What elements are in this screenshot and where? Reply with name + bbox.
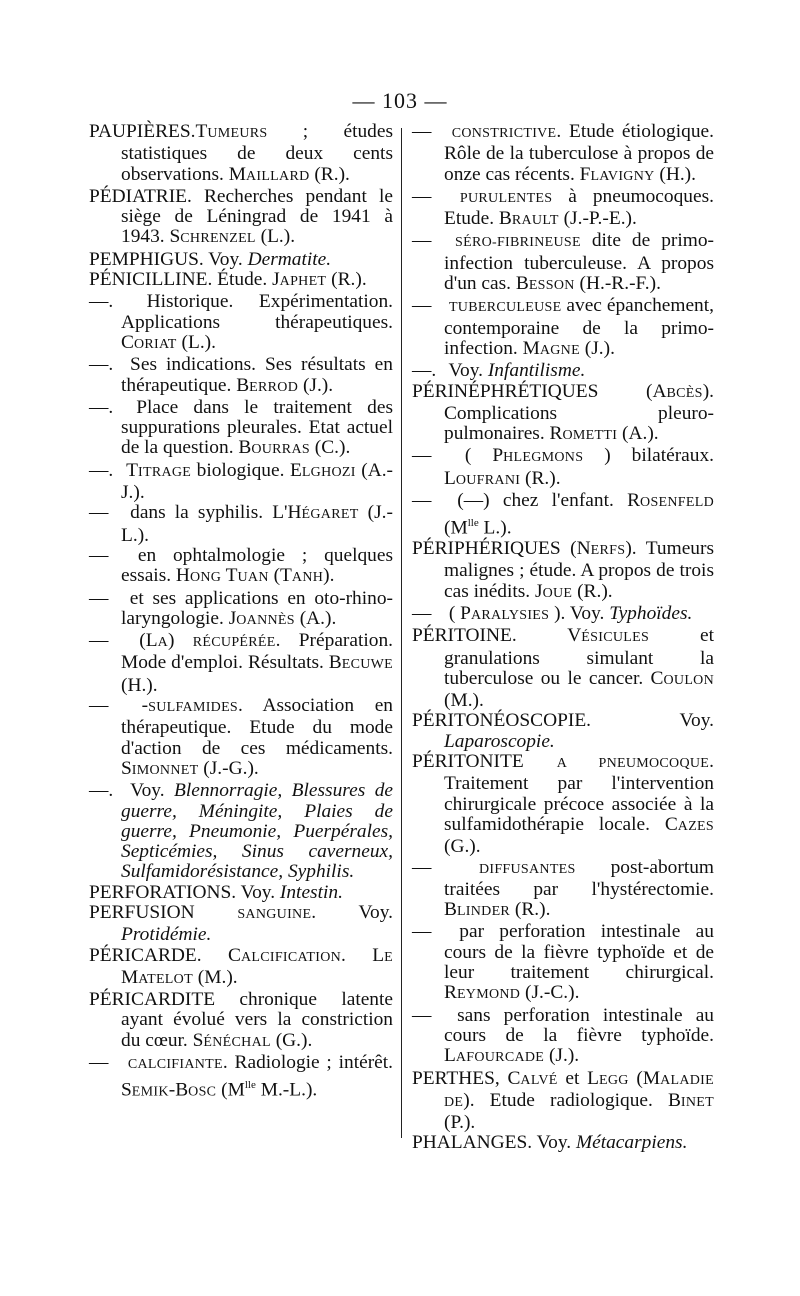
entry-text: (R.).: [572, 580, 613, 602]
entry-dash: —: [89, 502, 109, 524]
small-caps-text: ALCIFICATION: [240, 949, 342, 965]
entry-text: (M: [628, 1067, 661, 1089]
entry-dash: —: [412, 490, 432, 512]
entry-text: (J.).: [544, 1045, 580, 1067]
entry-text: [524, 751, 557, 772]
index-entry-peri-constrictive: [412, 122, 714, 187]
entry-heading: PERTHES,: [412, 1067, 500, 1089]
entry-text: dans la syphilis. L'H: [121, 502, 302, 524]
entry-text: (A.).: [617, 423, 659, 445]
small-caps-text: CONSTRICTIVE: [451, 126, 557, 141]
entry-heading: PÉRITONÉOSCOPIE.: [412, 710, 592, 732]
entry-text: Recherches pendant le siège de Léningrad de 1941 à 1943. S: [121, 185, 393, 248]
entry-text: en ophtalmologie ; quelques essais. H: [121, 544, 393, 587]
small-caps-text: EMIK: [131, 1084, 169, 1100]
entry-text: (A: [598, 380, 667, 402]
entry-heading: PÉRITONITE: [412, 751, 524, 773]
entry-text: Voy.: [203, 248, 248, 270]
entry-text: (J.-P.-E.).: [558, 208, 637, 230]
entry-text: (A.).: [294, 607, 337, 629]
left-column: [89, 122, 393, 1103]
index-entry-pen-historique: [89, 292, 393, 355]
entry-text: Voy.: [236, 881, 280, 903]
entry-text: (M: [216, 1079, 245, 1101]
entry-dash: —: [89, 587, 109, 609]
entry-dash: —: [412, 921, 432, 943]
entry-text: (J.).: [298, 374, 334, 396]
small-caps-text: PURULENTES: [459, 190, 553, 206]
index-entry-peri-sero: [412, 231, 714, 296]
entry-dash: —: [412, 603, 432, 624]
entry-heading: PERFORATIONS.: [89, 881, 237, 903]
index-entry-peripheriques: [412, 539, 714, 604]
entry-dash: —.: [412, 360, 437, 382]
entry-text: T: [195, 121, 208, 142]
entry-text: (M.).: [192, 966, 238, 988]
index-entry-perthes: [412, 1069, 714, 1134]
small-caps-text: ECUWE: [341, 657, 393, 673]
entry-text: (G.).: [444, 836, 481, 858]
entry-text: (A.-J.).: [121, 459, 393, 504]
entry-text: (L: [121, 630, 158, 652]
small-caps-text: ESSON: [528, 278, 575, 294]
entry-text: (H.-R.-F.).: [574, 273, 661, 295]
index-entry-pen-ophtalmologie: [89, 546, 393, 589]
entry-dash: —: [412, 1004, 432, 1026]
index-entry-pen-titrage: [89, 461, 393, 504]
small-caps-text: SULFAMIDES: [148, 700, 239, 716]
entry-text: (L.).: [255, 226, 296, 248]
entry-text: et ses applications en oto-rhino-laryngologie. J: [121, 587, 393, 629]
entry-text: [444, 121, 452, 142]
entry-text: [444, 230, 455, 251]
italic-reference: Laparoscopie.: [444, 730, 555, 752]
index-entry-pemphigus: [89, 250, 393, 270]
entry-text: chronique latente ayant évolué vers la constriction du cœur. S: [121, 989, 393, 1051]
entry-dash: —.: [89, 354, 114, 376]
entry-heading: PEMPHIGUS.: [89, 248, 204, 270]
italic-reference: Intestin.: [279, 881, 343, 903]
entry-dash: —.: [89, 459, 114, 481]
small-caps-text: LAVIGNY: [590, 168, 655, 184]
entry-heading: PAUPIÈRES.: [89, 121, 196, 142]
small-caps-text: ITRAGE: [138, 464, 192, 480]
small-caps-text: ONG: [189, 570, 222, 586]
small-caps-text: AILLARD: [245, 168, 310, 184]
superscript: lle: [244, 1079, 256, 1092]
small-caps-text: INET: [680, 1094, 714, 1110]
index-entry-perfusion: [89, 903, 393, 946]
entry-text: Voy.: [532, 1132, 576, 1154]
entry-text: (—) chez l'enfant. R: [444, 490, 641, 512]
entry-text: . Traitement par l'intervention chirurgicale précoce associée à la sulfamidothérapie locale. C: [444, 751, 714, 835]
entry-text: ).: [323, 565, 335, 587]
small-caps-text: ATELOT: [138, 971, 193, 987]
index-entry-perit-perforation: [412, 922, 714, 1005]
index-entry-peri-voy: [412, 361, 714, 381]
entry-text: (H.).: [121, 674, 158, 696]
small-caps-text: OUE: [542, 585, 573, 601]
entry-text: Voy.: [591, 710, 714, 732]
entry-text: avec épanchement, contemporaine de la primo-infection. M: [444, 295, 714, 359]
small-caps-text: ERFS: [590, 543, 626, 559]
small-caps-text: HLEGMONS: [503, 450, 584, 466]
small-caps-text: ANH: [291, 570, 324, 586]
index-entry-peritonite: [412, 752, 714, 857]
small-caps-text: OSC: [188, 1084, 217, 1100]
index-entry-periph-paralysies: [412, 604, 714, 626]
italic-reference: Métacarpiens.: [575, 1132, 688, 1154]
entry-text: ; études statistiques de deux cents observations. M: [121, 121, 393, 185]
small-caps-text: DIFFUSANTES: [478, 861, 576, 877]
entry-text: (G.).: [270, 1029, 313, 1051]
small-caps-text: CHRENZEL: [180, 231, 256, 247]
small-caps-text: A PNEUMOCOQUE: [556, 756, 710, 772]
italic-reference: Protidémie.: [121, 924, 212, 946]
entry-text: (C.).: [309, 437, 351, 459]
index-entry-paupieres: [89, 122, 393, 187]
entry-dash: —.: [89, 396, 114, 418]
entry-text: ). Etude radiologique. B: [463, 1089, 681, 1111]
index-entry-peri-calcifiante: [89, 1053, 393, 1103]
entry-text: ). Complications pleuro-pulmonaires. R: [444, 380, 714, 445]
index-entry-penicilline: [89, 270, 393, 292]
small-caps-text: OULON: [663, 672, 714, 688]
small-caps-text: RÉCUPÉRÉE: [192, 635, 276, 651]
index-entry-perit-diffusantes: [412, 858, 714, 923]
column-divider: [401, 128, 402, 1138]
entry-text: Place dans le traitement des suppurations pleurales. Etat actuel de la question. B: [121, 396, 393, 459]
italic-reference: Infantilisme.: [487, 360, 586, 382]
index-entry-perineph-phlegmons: [412, 446, 714, 491]
index-entry-peritoine: [412, 626, 714, 711]
index-entry-peri-purulentes: [412, 187, 714, 232]
small-caps-text: AFOURCADE: [455, 1050, 545, 1066]
entry-text: T: [221, 565, 238, 587]
index-entry-pen-oto: [89, 589, 393, 632]
entry-heading: PÉRINÉPHRÉTIQUES: [412, 380, 599, 402]
entry-text: . Radiologie ; intérêt. S: [121, 1052, 393, 1101]
italic-reference: Dermatite.: [247, 248, 332, 270]
entry-text: (J.).: [579, 337, 615, 359]
entry-text: L.).: [478, 517, 512, 539]
entry-dash: —: [412, 185, 432, 207]
entry-text: Voy.: [121, 780, 174, 802]
index-entry-pediatrie: [89, 187, 393, 250]
entry-text: Voy.: [444, 360, 488, 382]
entry-text: dite de primo-infection tuberculeuse. A propos d'un cas. B: [444, 230, 714, 295]
small-caps-text: UAN: [237, 570, 269, 586]
superscript: lle: [467, 517, 479, 530]
small-caps-text: OSENFELD: [640, 495, 714, 511]
index-entry-pericardite: [89, 990, 393, 1053]
entry-text: (R.).: [326, 269, 367, 291]
entry-text: (M.).: [444, 690, 484, 712]
entry-heading: PÉRIPHÉRIQUES: [412, 538, 561, 560]
entry-text: et L: [557, 1067, 599, 1089]
entry-heading: PERFUSION: [89, 901, 195, 923]
small-caps-text: ALVÉ: [520, 1072, 558, 1088]
entry-text: ( P: [444, 445, 504, 467]
entry-text: (R.).: [520, 467, 561, 489]
entry-text: [121, 1052, 128, 1073]
small-caps-text: AGNE: [539, 342, 580, 358]
entry-text: -B: [168, 1079, 189, 1101]
entry-dash: —: [89, 630, 109, 652]
index-entry-pen-recuperee: [89, 631, 393, 696]
entry-dash: —: [412, 295, 432, 317]
small-caps-text: AZES: [677, 818, 714, 834]
right-column: [412, 122, 714, 1154]
entry-text: (R.).: [309, 163, 350, 185]
entry-text: . Préparation. Mode d'emploi. Résultats. B: [121, 630, 393, 674]
small-caps-text: EYMOND: [456, 987, 521, 1003]
small-caps-text: ERROD: [249, 379, 299, 395]
entry-text: . Voy.: [311, 901, 393, 923]
index-entry-peritoneoscopie: [412, 711, 714, 752]
entry-text: ): [168, 630, 193, 652]
entry-text: [444, 857, 479, 878]
entry-text: post-abortum traitées par l'hystérectomie. B: [444, 856, 714, 921]
small-caps-text: OMETTI: [562, 428, 618, 444]
index-entry-peri-tuberculeuse: [412, 296, 714, 361]
small-caps-text: SANGUINE: [237, 906, 312, 922]
entry-text: V: [516, 625, 582, 647]
entry-text: biologique. E: [191, 459, 302, 481]
small-caps-text: OURRAS: [251, 442, 310, 458]
entry-text: ). Tumeurs malignes ; étude. A propos de trois cas inédits. J: [444, 538, 714, 602]
small-caps-text: UMEURS: [207, 126, 268, 141]
index-entry-perforations: [89, 883, 393, 903]
entry-dash: —: [89, 695, 109, 717]
index-entry-phalanges: [412, 1133, 714, 1153]
italic-reference: Typhoïdes.: [609, 603, 693, 624]
entry-text: (T: [268, 565, 292, 587]
entry-dash: —: [89, 544, 109, 566]
entry-text: sans perforation intestinale au cours de la fièvre typhoïde. L: [444, 1004, 714, 1067]
entry-dash: —.: [89, 780, 114, 802]
small-caps-text: ÉGARET: [301, 507, 359, 523]
entry-text: M.-L.).: [255, 1079, 318, 1101]
entry-text: C: [201, 944, 241, 966]
entry-heading: PÉRITOINE.: [412, 625, 517, 647]
entry-heading: PÉRICARDITE: [89, 989, 216, 1011]
small-caps-text: ÉSICULES: [581, 630, 650, 646]
entry-text: . Association en thérapeutique. Etude du mode d'action de ces médicaments. S: [121, 695, 393, 779]
entry-text: Ses indications. Ses résultats en thérapeutique. B: [121, 354, 393, 396]
index-entry-perineph-enfant: [412, 491, 714, 539]
small-caps-text: EGG: [598, 1072, 629, 1088]
small-caps-text: ÉNÉCHAL: [203, 1034, 271, 1050]
entry-text: (R.).: [510, 899, 551, 921]
entry-text: Historique. Expérimentation. Applications thérapeutiques. C: [121, 291, 393, 353]
small-caps-text: ALADIE DE: [444, 1072, 714, 1110]
index-entry-pericarde: [89, 946, 393, 991]
small-caps-text: BCÈS: [666, 385, 703, 401]
entry-text: [444, 186, 460, 207]
small-caps-text: LINDER: [456, 904, 511, 920]
entry-heading: PÉDIATRIE.: [89, 185, 192, 207]
index-entry-perit-sans: [412, 1006, 714, 1069]
entry-text: (N: [560, 538, 591, 560]
page-number: — 103 —: [352, 88, 448, 113]
entry-text: à pneumocoques. Etude. B: [444, 185, 714, 230]
small-caps-text: ARALYSIES: [470, 608, 550, 623]
entry-text: (L.).: [176, 331, 216, 353]
entry-dash: —: [412, 230, 432, 252]
entry-text: -: [121, 695, 149, 717]
index-entry-pen-syphilis: [89, 503, 393, 546]
entry-text: T: [121, 459, 139, 481]
index-entry-pen-indications: [89, 355, 393, 398]
entry-text: ). Voy.: [549, 603, 610, 624]
small-caps-text: SÉRO-FIBRINEUSE: [455, 235, 581, 251]
entry-text: (M: [444, 517, 468, 539]
index-entry-perinephretiques: [412, 382, 714, 447]
index-entry-pen-place: [89, 398, 393, 461]
entry-text: ) bilatéraux. L: [444, 445, 714, 489]
index-entry-pen-sulfamides: [89, 696, 393, 781]
entry-heading: PHALANGES.: [412, 1132, 533, 1154]
entry-dash: —: [412, 121, 432, 142]
entry-text: [195, 902, 238, 923]
entry-dash: —: [412, 445, 432, 467]
small-caps-text: OUFRANI: [455, 472, 521, 488]
entry-heading: PÉRICARDE.: [89, 944, 202, 966]
small-caps-text: OANNÈS: [236, 612, 295, 628]
entry-text: et granulations simulant la tuberculose ou le cancer. C: [444, 625, 714, 689]
small-caps-text: E: [384, 949, 394, 965]
entry-text: . L: [341, 944, 385, 966]
entry-dash: —.: [89, 291, 114, 313]
small-caps-text: CALCIFIANTE: [127, 1057, 223, 1073]
entry-heading: PÉNICILLINE.: [89, 269, 213, 291]
entry-text: M: [121, 966, 139, 988]
small-caps-text: TUBERCULEUSE: [448, 300, 562, 316]
entry-text: Étude. J: [212, 269, 280, 291]
index-entry-pen-voy: [89, 781, 393, 882]
italic-reference: Blennorragie, Blessures de guerre, Méningite, Plaies de guerre, Pneumonie, Puerpérales, Septicémies, Sinus caverneux, Sulfamidorésistance, Syphilis.: [121, 780, 393, 883]
small-caps-text: RAULT: [511, 213, 559, 229]
small-caps-text: APHET: [279, 274, 327, 290]
entry-text: (J.-L.).: [121, 502, 393, 546]
entry-text: (H.).: [654, 163, 696, 185]
entry-text: par perforation intestinale au cours de la fièvre typhoïde et de leur traitement chirurgical. R: [444, 921, 714, 1004]
entry-text: C: [499, 1067, 521, 1089]
small-caps-text: IMONNET: [131, 762, 199, 778]
small-caps-text: ORIAT: [133, 336, 177, 352]
entry-text: ( P: [444, 603, 471, 624]
small-caps-text: LGHOZI: [301, 464, 356, 480]
entry-text: . Etude étiologique. Rôle de la tuberculose à propos de onze cas récents. F: [444, 121, 714, 185]
entry-dash: —: [412, 856, 432, 878]
entry-text: (J.-C.).: [520, 982, 580, 1004]
small-caps-text: A: [157, 635, 169, 651]
entry-dash: —: [89, 1052, 109, 1074]
entry-text: (J.-G.).: [198, 757, 259, 779]
entry-text: (P.).: [444, 1112, 476, 1134]
